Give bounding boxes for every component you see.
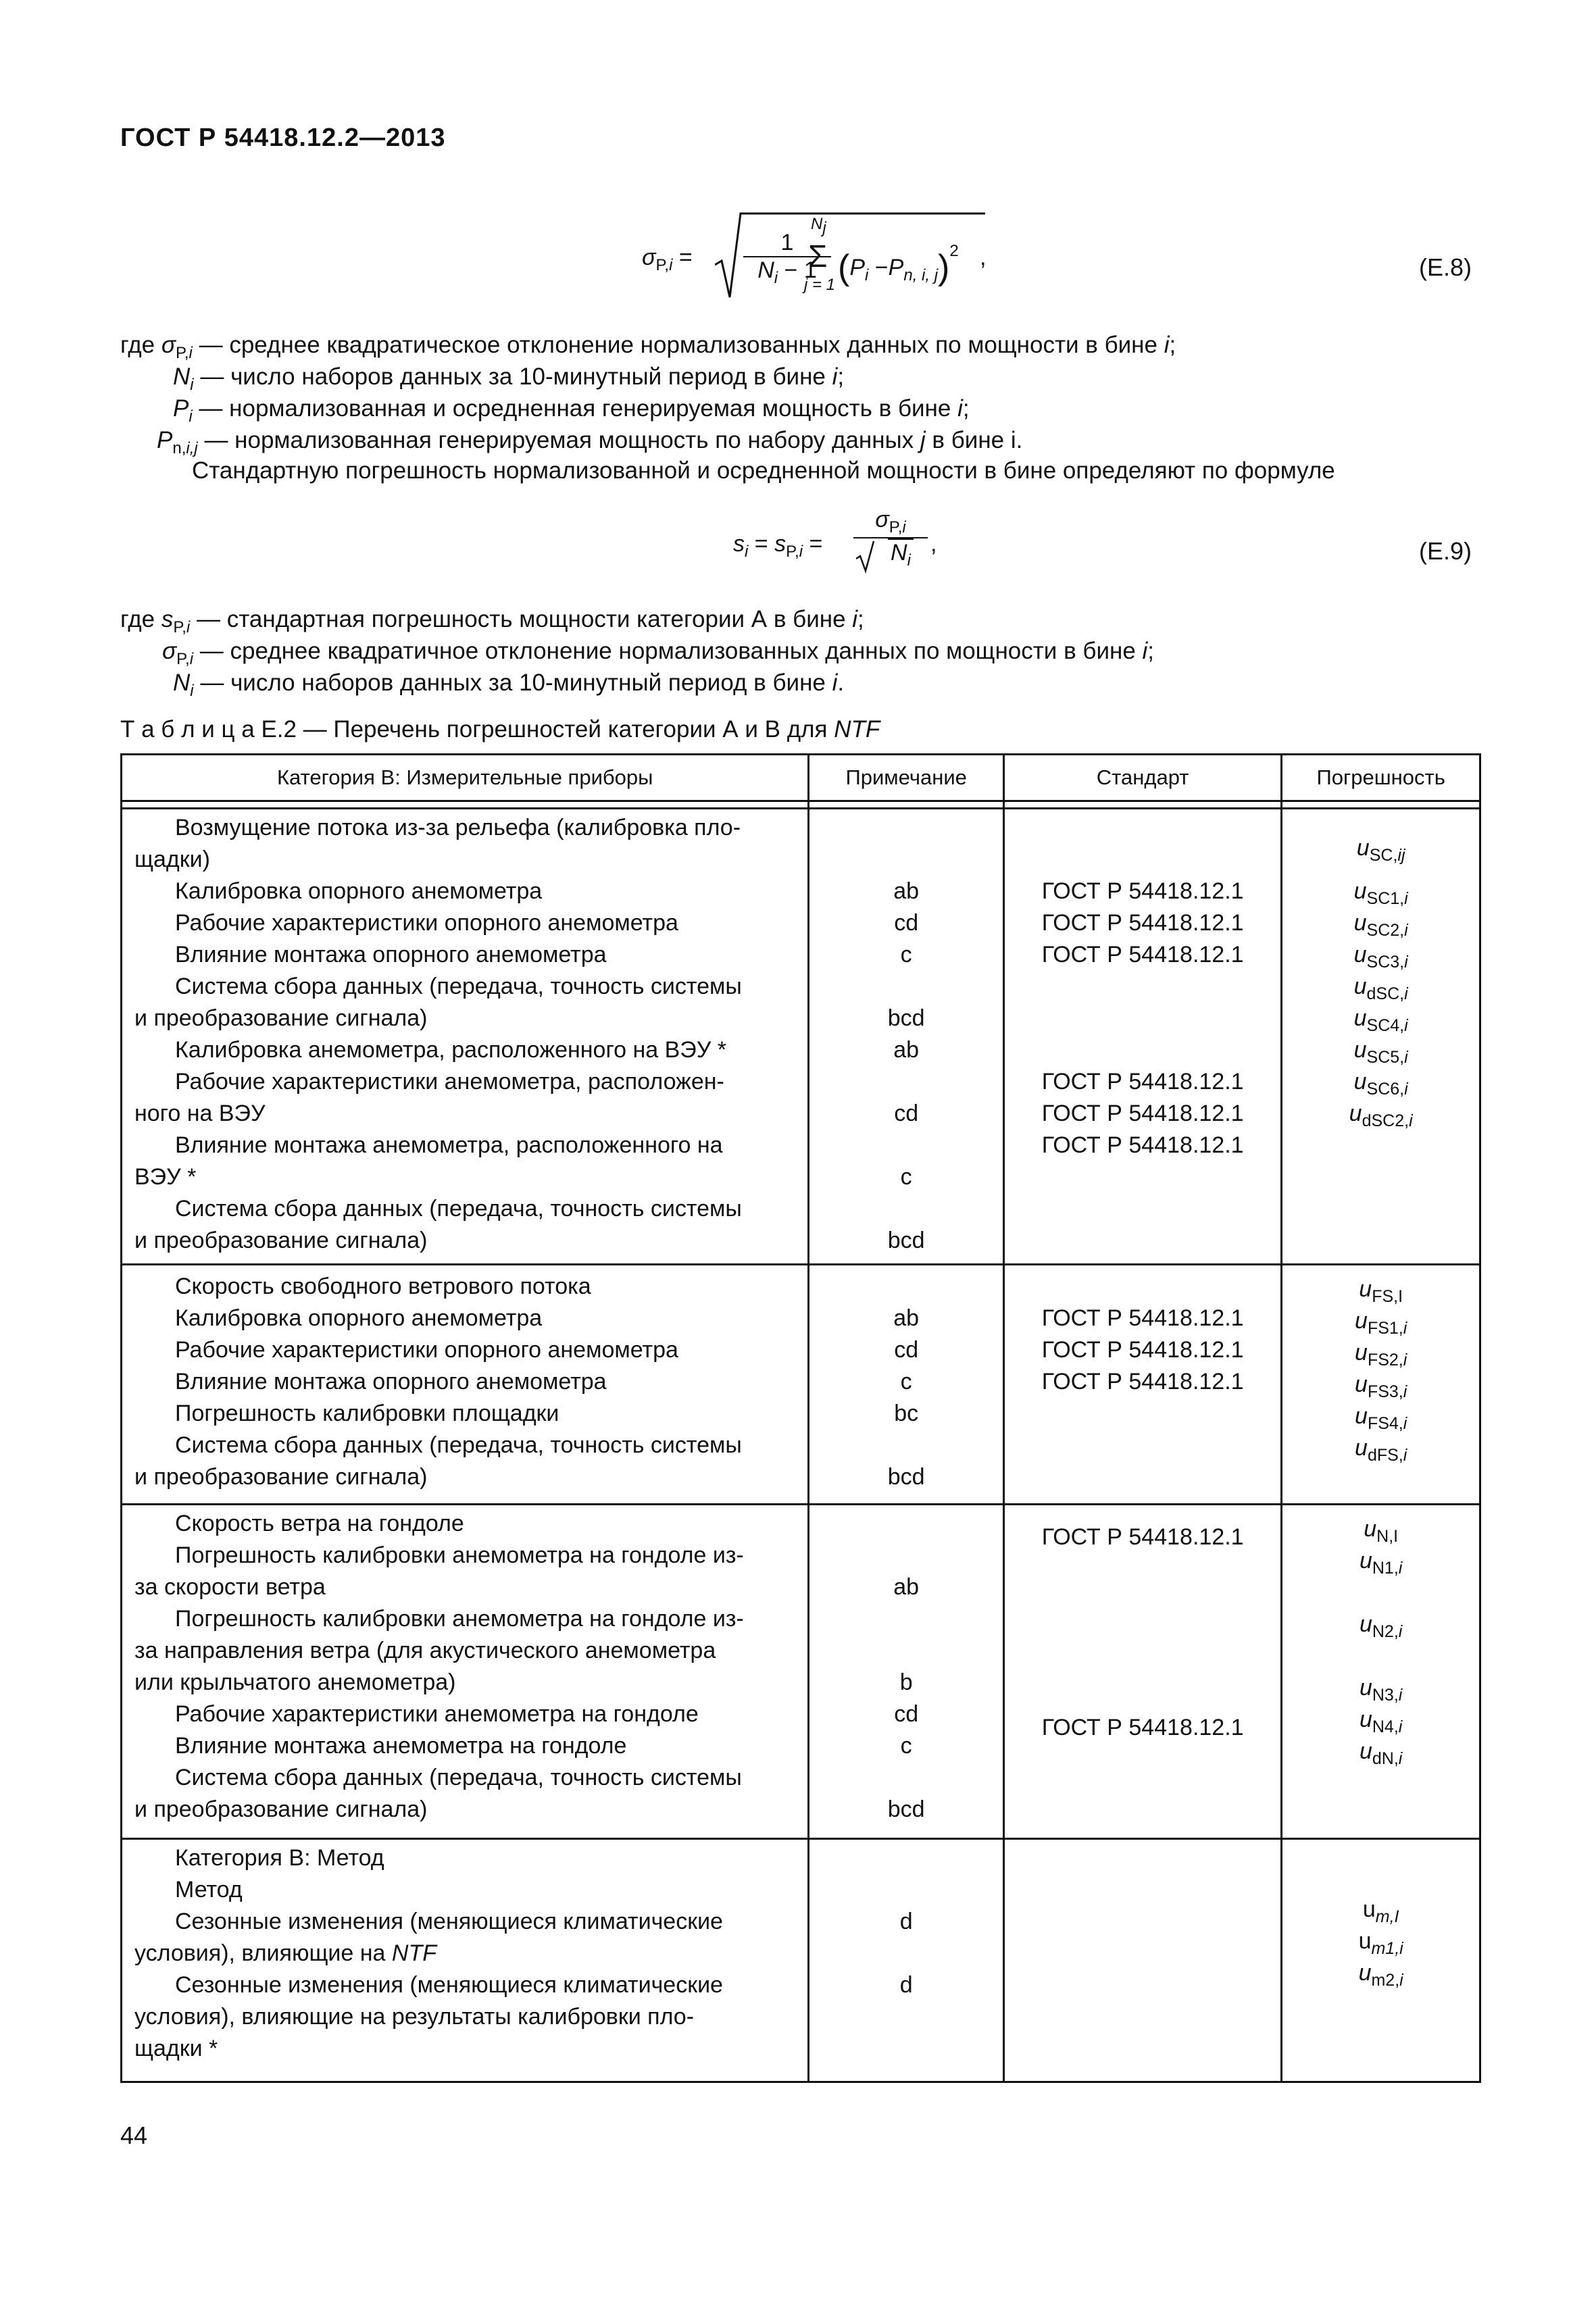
group4-category-line: Метод [175,1877,243,1903]
group1-category-line: Система сбора данных (передача, точность системы [175,974,742,999]
formula-e8-p2-sub: n, i, j [903,266,939,284]
where1-tail-0: i [1164,332,1170,358]
group3-category-line: Погрешность калибровки анемометра на гондоле из- [175,1606,744,1632]
group4-error [1282,1957,1479,1996]
u-sub-i: i [1404,888,1408,908]
u-sub: SC3, [1366,952,1405,972]
u-symbol: u [1353,1069,1367,1095]
where2-sym-0: s [161,606,174,632]
where1-sub-i-2: i [189,407,193,426]
u-symbol: u [1356,835,1370,861]
u-sub: dSC2, [1362,1111,1410,1130]
group2-category-line: Система сбора данных (передача, точность системы [175,1432,742,1458]
group2-standard: ГОСТ Р 54418.12.1 [1041,1305,1244,1331]
where1-tail-1: i [832,363,838,390]
u-sub: N1, [1372,1558,1399,1578]
u-symbol: u [1358,1928,1372,1954]
group3-category-cell [122,1505,809,1839]
group4-note: d [899,1909,913,1934]
formula-e8-den-rest: − 1 [778,257,817,283]
header-note: Примечание [809,755,1004,801]
formula-e8-p-i: i [865,266,869,284]
u-symbol: u [1364,1516,1377,1542]
group3-category-line: Система сбора данных (передача, точность системы [175,1765,742,1790]
where2-end-2: . [837,670,845,696]
u-sub: SC1, [1366,888,1405,908]
where1-prefix: где [120,332,155,358]
formula-e9-den-i: i [907,551,911,570]
u-sub-i: i [1399,1970,1403,1990]
header-category: Категория В: Измерительные приборы [122,755,809,801]
where1-sub-i-1: i [190,376,194,394]
u-sub-i: i [1399,1938,1403,1958]
u-symbol: u [1359,1611,1372,1637]
group3-note: c [900,1733,912,1759]
group3-standard-cell [1003,1505,1281,1839]
u-sub-i: i [1398,1717,1403,1736]
u-sub-i: i [1403,1413,1407,1433]
group2-category-line: Скорость свободного ветрового потока [175,1274,591,1299]
group4-standard-cell [1003,1839,1281,2082]
where2-end-1: ; [1147,638,1155,664]
group4-category-line: Категория В: Метод [175,1845,384,1871]
where2-sym-2: N [173,670,191,696]
where1-sym-3: P [157,427,173,453]
where1-text-2: — нормализованная и осредненная генерируемая мощность в бине [192,395,958,422]
u-symbol: u [1359,1548,1372,1574]
formula-e8-sum-top-n: N [811,215,823,233]
formula-e8-comma: , [980,245,987,270]
group2-note: c [900,1369,912,1394]
u-symbol: u [1362,1896,1376,1922]
group2-error-cell [1282,1265,1480,1505]
group4-note-cell [809,1839,1004,2082]
formula-e9-s2: s [774,531,787,557]
formula-e8-sum-top-j: j [822,218,826,237]
group4-category-line: условия), влияющие на результаты калибровки пло- [134,2004,695,2030]
group1-category-line: Возмущение потока из-за рельефа (калибровка пло- [175,815,741,840]
u-symbol: u [1359,1707,1372,1732]
where2-sub-i-1: i [189,650,194,668]
group4-ntf: NTF [391,1940,437,1966]
formula-e8-p: P [849,255,866,280]
group3-category-line: Погрешность калибровки анемометра на гондоле из- [175,1542,744,1568]
where1-sub-i-0: i [189,344,193,362]
u-sub-i: i [1403,1445,1407,1465]
group1-note: cd [894,910,919,936]
group1-note-cell [809,809,1004,1265]
u-sub-i: i [1398,1685,1403,1705]
u-sub: dSC, [1366,984,1405,1003]
group1-category-line: Калибровка анемометра, расположенного на ВЭУ * [175,1037,726,1063]
group3-note: cd [894,1701,919,1727]
u-symbol: u [1353,974,1367,999]
group1-standard: ГОСТ Р 54418.12.1 [1041,1101,1244,1126]
u-sub: m2, [1371,1970,1400,1990]
group1-standard: ГОСТ Р 54418.12.1 [1041,910,1244,936]
u-sub: FS, [1372,1286,1399,1306]
where2-sym-1: σ [162,638,177,664]
formula-e9-s2-i: i [799,542,803,561]
u-sub: m1, [1371,1938,1400,1958]
u-sub-i: i [1398,1749,1403,1768]
group2-category-line: Калибровка опорного анемометра [175,1305,543,1331]
where2-sub-0: P, [173,618,186,636]
u-sub: dFS, [1367,1445,1403,1465]
group3-category-line: за скорости ветра [134,1574,326,1600]
group1-category-cell [122,809,809,1265]
u-sub-i: i [1403,1382,1407,1401]
where1-sym-2: P [173,395,189,422]
where2-text-1: — среднее квадратичное отклонение нормализованных данных по мощности в бине [193,638,1143,664]
group2-note: bcd [887,1464,925,1490]
where1-sym-0: σ [161,332,176,358]
formula-e8-label: (Е.8) [1419,253,1472,281]
table-row-group-1 [122,809,1480,1265]
u-symbol: u [1349,1101,1362,1126]
document-header: ГОСТ Р 54418.12.2—2013 [120,124,446,152]
group2-standard-cell [1003,1265,1281,1505]
where1-tail-2: i [957,395,963,422]
group2-standard: ГОСТ Р 54418.12.1 [1041,1369,1244,1394]
formula-e9-num-sigma: σ [875,507,889,532]
where2-text-2: — число наборов данных за 10-минутный период в бине [193,670,832,696]
group2-error [1282,1432,1479,1472]
group2-note: cd [894,1337,919,1363]
u-sub: dN, [1372,1749,1399,1768]
u-sub-i: i [1409,1111,1413,1130]
where2-prefix: где [120,606,155,632]
formula-e9-label: (Е.9) [1419,537,1472,565]
group4-error-cell [1282,1839,1480,2082]
where1-tail-3: j [920,427,926,453]
group3-note: ab [893,1574,920,1600]
group1-note: ab [893,1037,920,1063]
group1-category-line: и преобразование сигнала) [134,1228,428,1253]
formula-e9-eq: = [748,531,775,557]
group3-standard: ГОСТ Р 54418.12.1 [1041,1524,1244,1550]
u-sub: N3, [1372,1685,1399,1705]
group2-category-line: Погрешность калибровки площадки [175,1401,559,1426]
group1-category-line: щадки) [134,847,210,872]
group1-error-cell [1282,809,1480,1265]
formula-e9-s2-sub: P, [786,542,799,561]
formula-e9-eq2: = [803,531,823,557]
where2-line-2 [173,667,844,707]
group1-note: c [900,1164,912,1190]
where1-end-0: ; [1169,332,1176,358]
table-row-group-2 [122,1265,1480,1505]
u-symbol: u [1359,1276,1372,1302]
u-sub: FS4, [1367,1413,1403,1433]
group1-note: c [900,942,912,967]
formula-e8-square: 2 [949,242,959,260]
where1-sub-i-3: i,j [186,439,198,457]
u-sub: N, [1376,1526,1394,1546]
table-title-italic: NTF [834,716,880,743]
table-row-group-4 [122,1839,1480,2082]
u-sub: SC2, [1366,920,1405,940]
u-symbol: u [1353,1037,1367,1063]
where1-end-3: в бине i. [925,427,1023,453]
group2-note: bc [894,1401,919,1426]
group1-standard: ГОСТ Р 54418.12.1 [1041,1069,1244,1095]
group1-category-line: Система сбора данных (передача, точность системы [175,1196,742,1222]
where1-text-3: — нормализованная генерируемая мощность по набору данных [197,427,920,453]
group2-category-cell [122,1265,809,1505]
group1-error [1282,1098,1479,1137]
u-symbol: u [1353,942,1367,967]
u-sub-i: i [1404,984,1408,1003]
formula-e8-den-i: i [774,268,778,287]
formula-e9-sqrt-sign [856,540,876,574]
u-sub: SC4, [1366,1015,1405,1035]
group1-note: bcd [887,1005,925,1031]
formula-e9-comma: , [930,531,937,557]
u-symbol: u [1355,1435,1368,1461]
formula-e8-den-n: N [757,257,774,283]
u-sub: SC, [1369,845,1398,865]
group4-category-line: щадки * [134,2036,218,2061]
group3-category-line: и преобразование сигнала) [134,1796,428,1822]
group3-category-line: за направления ветра (для акустического анемометра [134,1638,716,1663]
group3-note: bcd [887,1796,925,1822]
group4-category-line: Сезонные изменения (меняющиеся климатические [175,1972,723,1998]
u-symbol: u [1355,1403,1368,1429]
formula-e8-sigma-sub-i: i [669,255,673,274]
group3-note: b [899,1669,913,1695]
where2-sub-i-2: i [190,682,194,700]
group1-standard: ГОСТ Р 54418.12.1 [1041,878,1244,904]
group3-category-line: Влияние монтажа анемометра на гондоле [175,1733,627,1759]
formula-e9-s: s [733,531,745,557]
where2-tail-2: i [832,670,838,696]
group2-category-line: Влияние монтажа опорного анемометра [175,1369,607,1394]
group3-standard: ГОСТ Р 54418.12.1 [1041,1715,1244,1740]
group3-category-line: Рабочие характеристики анемометра на гондоле [175,1701,699,1727]
group1-category-line: ного на ВЭУ [134,1101,266,1126]
u-sub-i: i [1398,1621,1403,1641]
u-sub: FS1, [1367,1318,1403,1338]
group1-error [1282,832,1479,872]
group1-category-line: Влияние монтажа опорного анемометра [175,942,607,967]
group2-category-line: Рабочие характеристики опорного анемометра [175,1337,678,1363]
header-standard: Стандарт [1003,755,1281,801]
u-symbol: u [1359,1675,1372,1701]
group2-note: ab [893,1305,920,1331]
table-title-prefix: Т а б л и ц а Е.2 — Перечень погрешностей категории А и В для [120,716,834,743]
formula-e8: $\sigma_{P,i}$ = 1 $N_i - 1$ $N_j$ Σ j = 1 $(P_i -P_{n, i, j})^2$ , [642,203,993,311]
u-sub-i: I [1393,1526,1399,1546]
u-sub: SC5, [1366,1047,1405,1067]
group4-category-line: Сезонные изменения (меняющиеся климатические [175,1909,723,1934]
formula-e8-sigma: σ [642,245,656,270]
group1-standard: ГОСТ Р 54418.12.1 [1041,942,1244,967]
u-sub-i: i [1404,952,1408,972]
table-row-group-3 [122,1505,1480,1839]
group3-category-line: Скорость ветра на гондоле [175,1511,464,1536]
formula-e8-p2: P [888,255,904,280]
where1-sub-0: P, [175,344,189,362]
group1-category-line: Калибровка опорного анемометра [175,878,543,904]
u-sub-i: i [1404,1047,1408,1067]
u-symbol: u [1355,1372,1368,1397]
where1-text-1: — число наборов данных за 10-минутный период в бине [193,363,832,390]
group3-error [1282,1609,1479,1648]
where2-sub-1: P, [176,650,190,668]
group1-category-line: Влияние монтажа анемометра, расположенного на [175,1132,723,1158]
page-number: 44 [120,2121,148,2149]
group1-category-line: и преобразование сигнала) [134,1005,428,1031]
group3-error-cell [1282,1505,1480,1839]
formula-e8-sum: Σ [808,238,828,274]
group1-category-line: ВЭУ * [134,1164,197,1190]
u-sub: FS3, [1367,1382,1403,1401]
where2-sub-i-0: i [186,618,191,636]
group3-error [1282,1545,1479,1584]
u-sub: FS2, [1367,1350,1403,1369]
group2-category-line: и преобразование сигнала) [134,1464,428,1490]
group3-note-cell [809,1505,1004,1839]
group3-error [1282,1736,1479,1775]
where2-tail-1: i [1142,638,1148,664]
u-symbol: u [1355,1308,1368,1334]
group4-category-cell [122,1839,809,2082]
u-sub-i: ij [1397,845,1405,865]
formula-e8-one: 1 [780,230,794,255]
group2-standard: ГОСТ Р 54418.12.1 [1041,1337,1244,1363]
u-sub-i: i [1404,1015,1408,1035]
where1-sub-3: n, [172,439,186,457]
group1-note: bcd [887,1228,925,1253]
group1-category-line: Рабочие характеристики опорного анемометра [175,910,678,936]
errors-table [120,753,1481,2083]
table-title [120,716,880,743]
u-sub-i: i [1403,1350,1407,1369]
u-sub-i: I [1398,1286,1403,1306]
u-sub: SC6, [1366,1079,1405,1099]
u-sub-i: i [1404,1079,1408,1099]
u-sub-i: i [1403,1318,1407,1338]
where1-end-1: ; [837,363,845,390]
group1-standard-cell [1003,809,1281,1265]
group1-note: cd [894,1101,919,1126]
group1-note: ab [893,878,920,904]
formula-e9-s-i: i [745,542,749,561]
formula-e8-sum-bottom: j = 1 [804,276,836,294]
group4-category-line [134,1938,437,1969]
u-symbol: u [1353,910,1367,936]
u-symbol: u [1358,1960,1372,1986]
group4-category-text: условия), влияющие на [134,1940,392,1966]
group4-note: d [899,1972,913,1998]
where2-tail-0: i [852,606,858,632]
where2-end-0: ; [857,606,864,632]
u-sub-i: i [1398,1558,1403,1578]
formula-e9-num-sub: P, [889,518,903,536]
formula-e9-num-i: i [902,518,906,536]
where1-end-2: ; [962,395,970,422]
group2-note-cell [809,1265,1004,1505]
where2-text-0: — стандартная погрешность мощности категории А в бине [190,606,853,632]
u-sub: N4, [1372,1717,1399,1736]
group1-category-line: Рабочие характеристики анемометра, расположен- [175,1069,724,1095]
std-sentence: Стандартную погрешность нормализованной и осредненной мощности в бине определяют по формуле [192,457,1335,484]
u-sub-i: i [1404,920,1408,940]
group1-standard: ГОСТ Р 54418.12.1 [1041,1132,1244,1158]
u-sub: N2, [1372,1621,1399,1641]
table-header-row [122,755,1480,801]
u-sub: m, [1375,1907,1395,1926]
group3-category-line: или крыльчатого анемометра) [134,1669,456,1695]
u-symbol: u [1355,1340,1368,1365]
u-symbol: u [1359,1738,1372,1764]
header-error: Погрешность [1282,755,1480,801]
table-spacer-row [122,801,1480,809]
formula-e8-minus: − [868,255,889,280]
u-symbol: u [1353,878,1367,904]
formula-e9-den-n: N [891,539,907,565]
where1-text-0: — среднее квадратическое отклонение нормализованных данных по мощности в бине [192,332,1164,358]
u-symbol: u [1353,1005,1367,1031]
u-sub-i: I [1394,1907,1399,1926]
formula-e8-sigma-sub: P, [655,255,670,274]
where1-sym-1: N [173,363,191,390]
